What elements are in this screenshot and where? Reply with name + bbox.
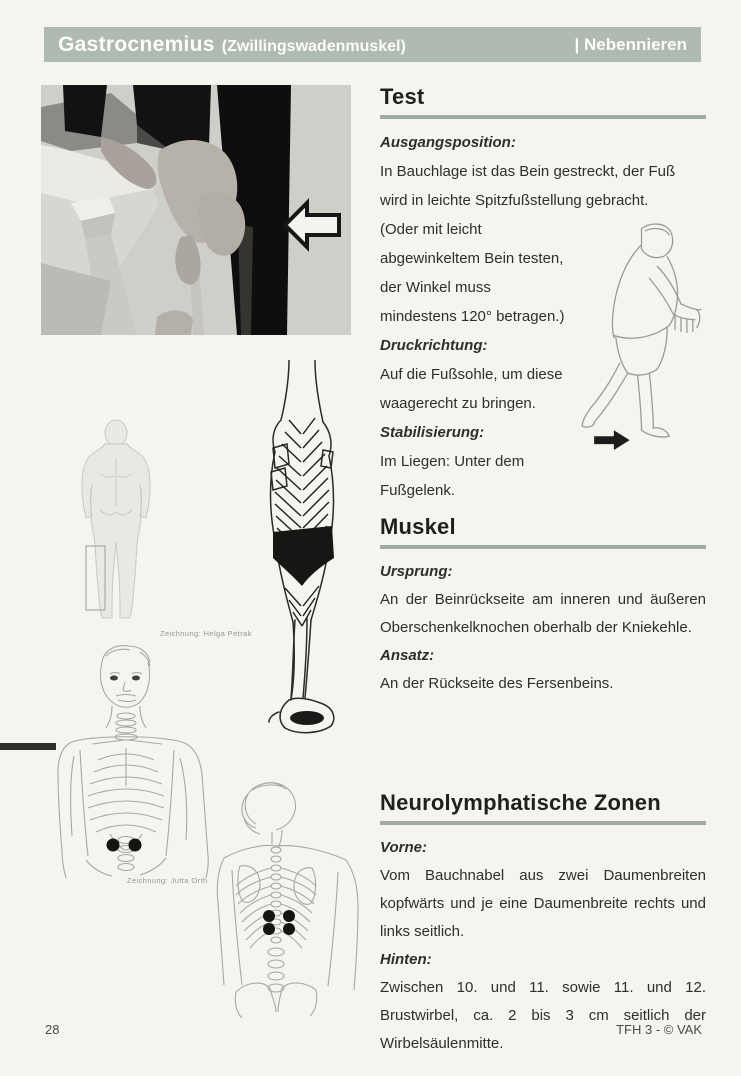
- stretch-direction-arrow-icon: [594, 430, 630, 450]
- section-test-heading: Test: [380, 84, 425, 109]
- muscle-test-photo: [41, 85, 351, 335]
- ansatz-label: Ansatz:: [380, 647, 435, 664]
- gastrocnemius-muscle-art: [245, 360, 360, 735]
- neurolymphatic-point-back-3: [263, 923, 275, 935]
- self-stretch-figure: [578, 219, 706, 451]
- section-muskel-body: [380, 558, 706, 698]
- section-rule: [380, 115, 706, 119]
- muscle-test-photo-art: [41, 85, 351, 335]
- back-skeleton-art: [212, 780, 362, 1025]
- section-test: [380, 84, 706, 505]
- muscle-title-group: [58, 33, 406, 57]
- hinten-label: Hinten:: [380, 951, 432, 968]
- stabilisierung-label: Stabilisierung:: [380, 424, 485, 441]
- ursprung-text: An der Beinrückseite am inneren und äußeren Oberschenkelknochen oberhalb der Kniekehle.: [380, 591, 706, 636]
- section-test-body: [380, 128, 706, 505]
- neurolymphatic-point-back-2: [283, 910, 295, 922]
- neurolymphatic-points-front-figure: [52, 644, 222, 879]
- ausgangsposition-text-2: (Oder mit leicht abgewinkeltem Bein testen, der Winkel muss mindestens 120° betragen.): [380, 221, 565, 325]
- neurolymphatic-points-back-figure: [212, 780, 362, 1025]
- body-rear-view-figure: [70, 418, 162, 625]
- vorne-text: Vom Bauchnabel aus zwei Daumenbreiten kopfwärts und je eine Daumenbreite rechts und links seitlich.: [380, 867, 706, 940]
- illustrator-caption-2: Zeichnung: Jutta Orth: [127, 876, 208, 885]
- section-rule: [380, 821, 706, 825]
- section-muskel-heading: Muskel: [380, 514, 456, 539]
- muscle-name: Gastrocnemius: [58, 32, 215, 56]
- section-muskel: [380, 514, 706, 698]
- gastrocnemius-muscle-drawing: [245, 360, 360, 735]
- page-edge-index-tab: [0, 743, 56, 750]
- front-skeleton-art: [52, 644, 222, 879]
- page-number: 28: [45, 1022, 60, 1037]
- hinten-text: Zwischen 10. und 11. sowie 11. und 12. Brustwirbel, ca. 2 bis 3 cm seitlich der Wirbelsäulenmitte.: [380, 979, 706, 1052]
- neurolymphatic-point-back-4: [283, 923, 295, 935]
- ansatz-text: An der Rückseite des Fersenbeins.: [380, 675, 614, 692]
- druckrichtung-label: Druckrichtung:: [380, 337, 488, 354]
- section-neuro: [380, 790, 706, 1058]
- neurolymphatic-point-front-right: [129, 839, 142, 852]
- chapter-header-bar: [44, 27, 701, 62]
- stabilisierung-text: Im Liegen: Unter dem Fußgelenk.: [380, 453, 525, 499]
- neurolymphatic-point-front-left: [107, 839, 120, 852]
- ausgangsposition-text-1: In Bauchlage ist das Bein gestreckt, der Fuß wird in leichte Spitzfußstellung gebracht.: [380, 163, 676, 209]
- muscle-german-name: (Zwillingswadenmuskel): [221, 37, 406, 55]
- druckrichtung-text: Auf die Fußsohle, um diese waagerecht zu bringen.: [380, 366, 563, 412]
- meridian-label: | Nebennieren: [574, 34, 687, 54]
- neurolymphatic-point-back-1: [263, 910, 275, 922]
- illustrator-caption-1: Zeichnung: Helga Petrak: [160, 629, 252, 638]
- body-rear-view-art: [70, 418, 162, 625]
- edition-credit: TFH 3 - © VAK: [616, 1022, 702, 1037]
- section-rule: [380, 545, 706, 549]
- section-neuro-heading: Neurolymphatische Zonen: [380, 790, 661, 815]
- ausgangsposition-label: Ausgangsposition:: [380, 134, 516, 151]
- vorne-label: Vorne:: [380, 839, 427, 856]
- ursprung-label: Ursprung:: [380, 563, 453, 580]
- self-stretch-figure-art: [578, 219, 706, 451]
